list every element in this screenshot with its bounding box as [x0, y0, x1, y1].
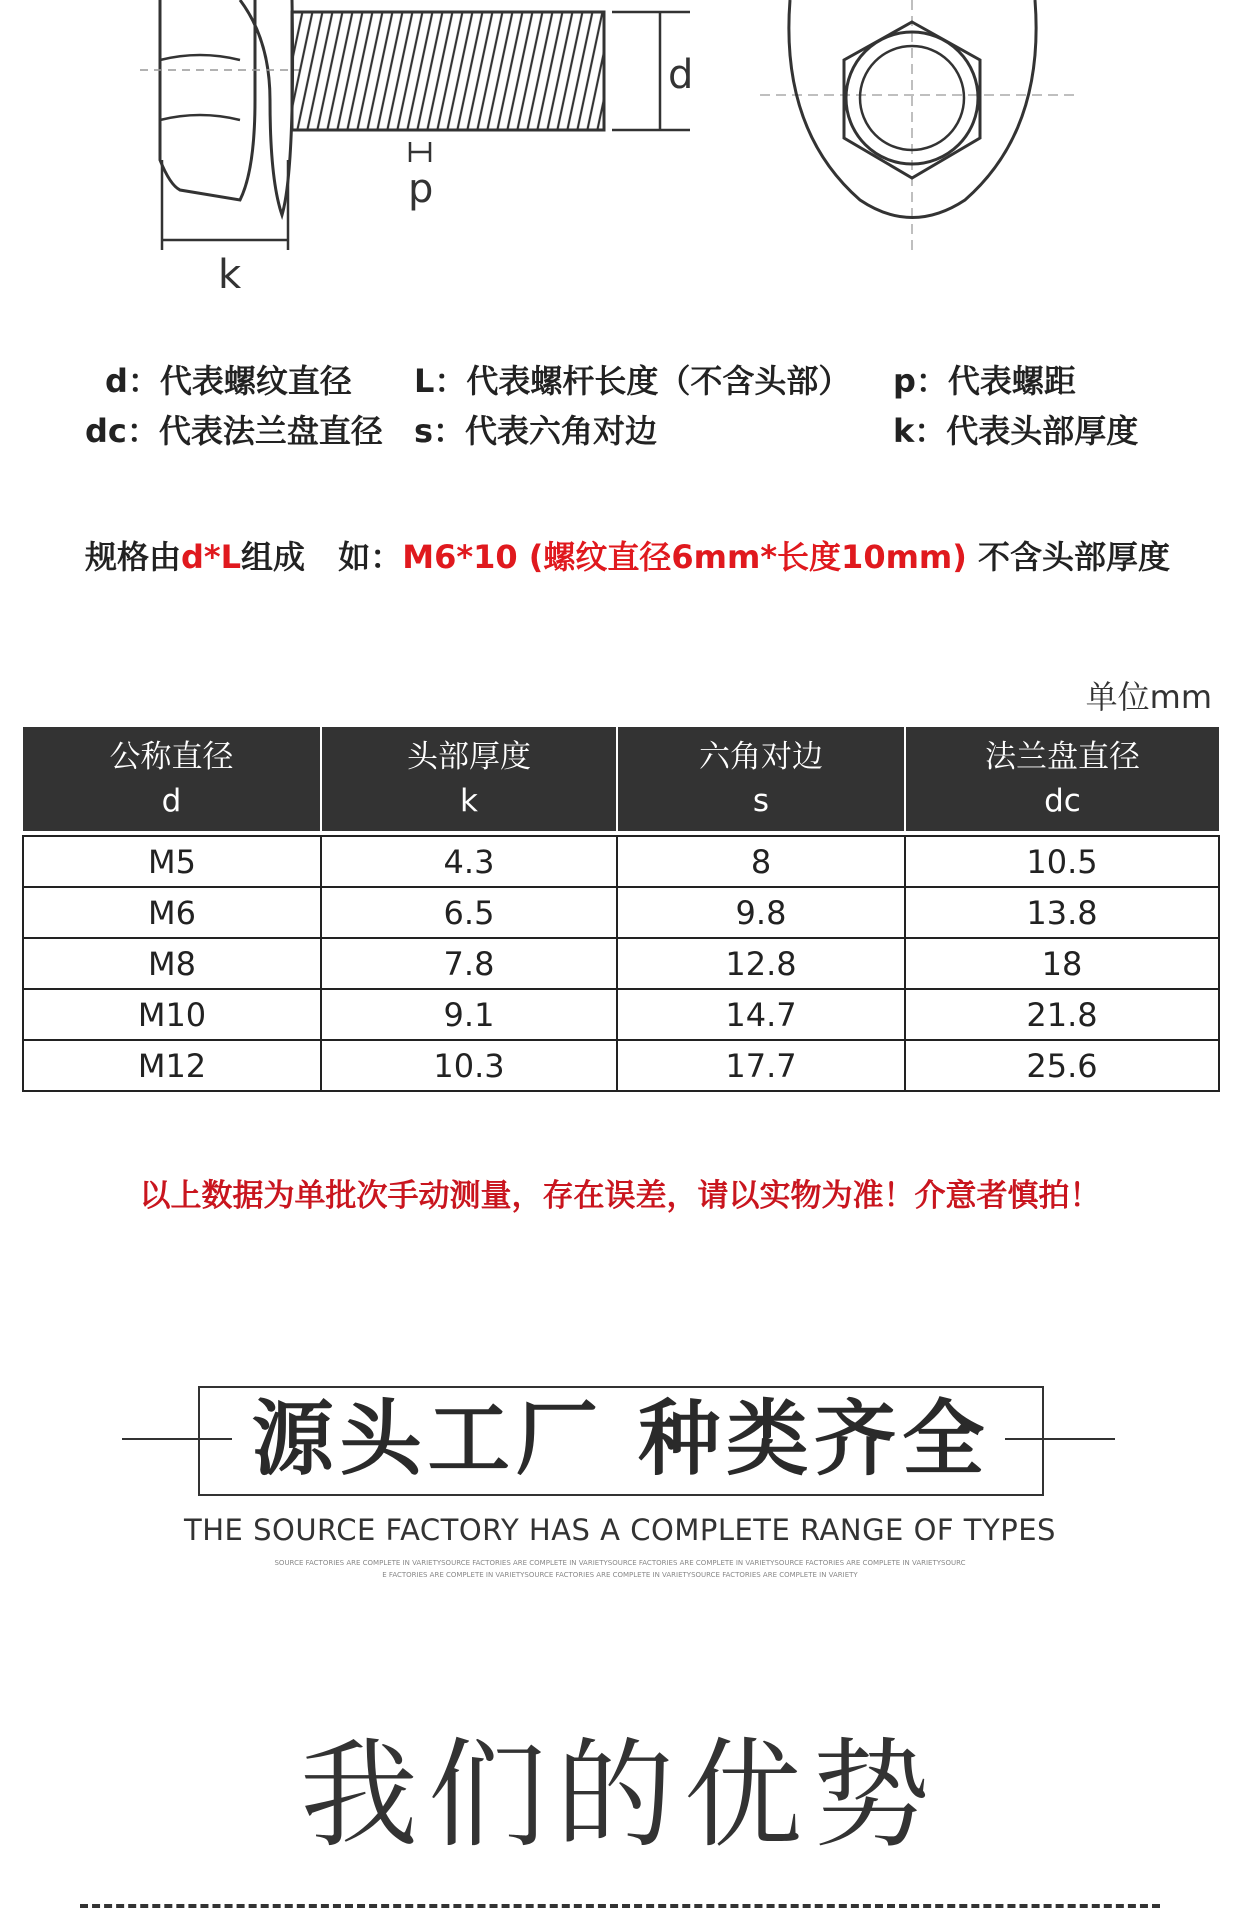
cell: M8: [23, 938, 321, 989]
header-symbol: d: [161, 783, 182, 819]
factory-title: 源头工厂 种类齐全: [251, 1392, 991, 1487]
unit-label: 单位mm: [1085, 678, 1212, 716]
table-row: [23, 887, 1219, 938]
factory-tiny-text-2: E FACTORIES ARE COMPLETE IN VARIETYSOURCE FACTORIES ARE COMPLETE IN VARIETYSOURCE FACTORIES ARE COMPLETE IN VARIETY: [382, 1571, 858, 1579]
header-symbol: k: [460, 783, 478, 819]
header-label: 公称直径: [109, 739, 234, 775]
factory-tiny-text-1: SOURCE FACTORIES ARE COMPLETE IN VARIETYSOURCE FACTORIES ARE COMPLETE IN VARIETYSOURCE FACTORIES ARE COMPLETE IN VARIETYSOURCE FACTORIES ARE COMPLETE IN VARIETYSOURC: [274, 1559, 966, 1567]
header-label: 头部厚度: [407, 739, 531, 775]
cell: 14.7: [617, 989, 905, 1040]
cell: 10.5: [905, 836, 1219, 887]
cell: 8: [617, 836, 905, 887]
cell: 21.8: [905, 989, 1219, 1040]
cell: 13.8: [905, 887, 1219, 938]
header-symbol: s: [752, 783, 770, 819]
bolt-side-view: [140, 0, 690, 250]
cell: M5: [23, 836, 321, 887]
bolt-dimension-diagram: [0, 0, 1240, 300]
cell: 4.3: [321, 836, 617, 887]
legend-p: p：代表螺距: [893, 362, 1076, 400]
spec-example-label: 如：: [338, 538, 403, 576]
spec-note: [85, 532, 1170, 578]
header-d: [23, 727, 321, 831]
spec-formula: d*L: [181, 538, 242, 576]
table-header-row: [23, 727, 1219, 831]
legend-s: s：代表六角对边: [414, 412, 658, 450]
advantages-title: 我们的优势: [299, 1726, 940, 1864]
legend-L: L：代表螺杆长度（不含头部）: [414, 362, 851, 400]
legend-dc: dc：代表法兰盘直径: [85, 412, 383, 450]
cell: M6: [23, 887, 321, 938]
cell: 9.8: [617, 887, 905, 938]
header-symbol: dc: [1044, 783, 1081, 819]
dashed-divider: [80, 1904, 1160, 1908]
cell: 6.5: [321, 887, 617, 938]
table-row: [23, 989, 1219, 1040]
header-k: [321, 727, 617, 831]
legend-d: d：代表螺纹直径: [105, 362, 352, 400]
spec-prefix: 规格由: [85, 538, 182, 576]
spec-suffix: 组成: [241, 538, 306, 576]
cell: 9.1: [321, 989, 617, 1040]
header-label: 法兰盘直径: [985, 739, 1140, 775]
header-label: 六角对边: [699, 739, 823, 775]
factory-subtitle: THE SOURCE FACTORY HAS A COMPLETE RANGE OF TYPES: [184, 1513, 1056, 1547]
header-dc: [905, 727, 1219, 831]
spec-tail: 不含头部厚度: [978, 538, 1171, 576]
label-p: p: [408, 166, 434, 212]
cell: 12.8: [617, 938, 905, 989]
cell: M10: [23, 989, 321, 1040]
bolt-top-view: [760, 0, 1075, 255]
table-row: [23, 938, 1219, 989]
label-k: k: [218, 252, 242, 298]
cell: 25.6: [905, 1040, 1219, 1091]
label-d: d: [668, 52, 694, 98]
cell: M12: [23, 1040, 321, 1091]
table-row: [23, 836, 1219, 887]
dimension-table: [22, 727, 1220, 1092]
cell: 10.3: [321, 1040, 617, 1091]
spec-example: M6*10 (螺纹直径6mm*长度10mm): [402, 538, 967, 576]
header-s: [617, 727, 905, 831]
legend-k: k：代表头部厚度: [893, 412, 1139, 450]
cell: 18: [905, 938, 1219, 989]
cell: 17.7: [617, 1040, 905, 1091]
cell: 7.8: [321, 938, 617, 989]
table-row: [23, 1040, 1219, 1091]
measurement-warning: 以上数据为单批次手动测量，存在误差，请以实物为准！介意者慎拍！: [139, 1178, 1101, 1214]
